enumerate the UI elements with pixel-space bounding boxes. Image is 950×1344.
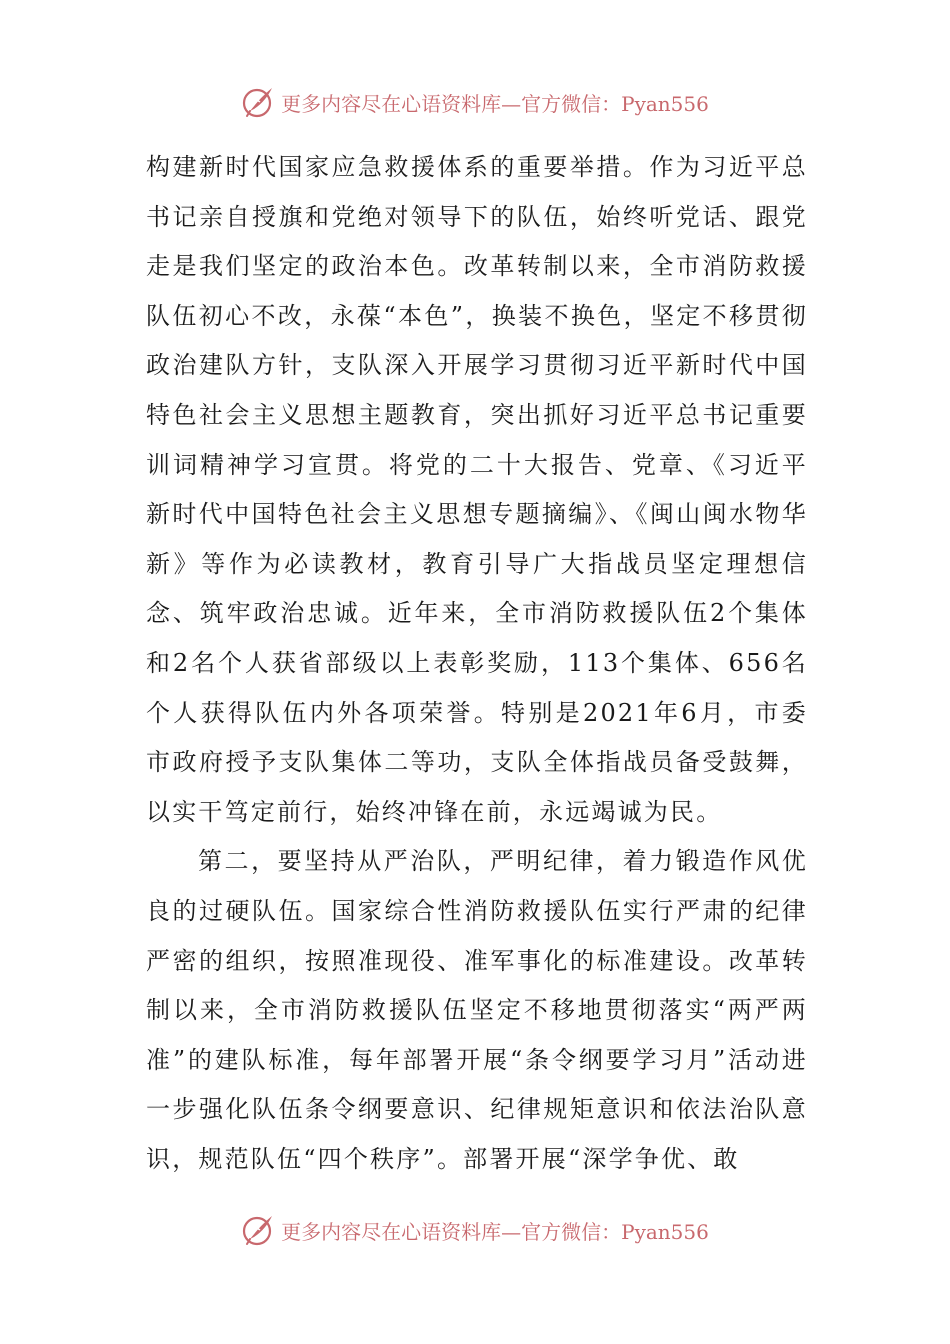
document-body [146, 143, 808, 1184]
header-watermark-banner [0, 80, 950, 124]
paragraph-second-point: 第二，要坚持从严治队，严明纪律，着力锻造作风优良的过硬队伍。国家综合性消防救援队伍实行严肃的纪律严密的组织，按照准现役、准军事化的标准建设。改革转制以来，全市消防救援队伍坚定不移地贯彻落实“两严两准”的建队标准，每年部署开展“条令纲要学习月”活动进一步强化队伍条令纲要意识、纪律规矩意识和依法治队意识，规范队伍“四个秩序”。部署开展“深学争优、敢 [146, 847, 808, 1173]
quill-logo-icon [241, 1213, 275, 1247]
footer-watermark-banner [0, 1208, 950, 1252]
footer-watermark-text: 更多内容尽在心语资料库—官方微信：Pyan556 [281, 1219, 709, 1244]
header-watermark-text: 更多内容尽在心语资料库—官方微信：Pyan556 [281, 91, 709, 116]
quill-logo-icon [241, 85, 275, 119]
paragraph-continued: 构建新时代国家应急救援体系的重要举措。作为习近平总书记亲自授旗和党绝对领导下的队伍，始终听党话、跟党走是我们坚定的政治本色。改革转制以来，全市消防救援队伍初心不改，永葆“本色”，换装不换色，坚定不移贯彻政治建队方针，支队深入开展学习贯彻习近平新时代中国特色社会主义思想主题教育，突出抓好习近平总书记重要训词精神学习宣贯。将党的二十大报告、党章、《习近平新时代中国特色社会主义思想专题摘编》、《闽山闽水物华新》等作为必读教材，教育引导广大指战员坚定理想信念、筑牢政治忠诚。近年来，全市消防救援队伍2个集体和2名个人获省部级以上表彰奖励，113个集体、656名个人获得队伍内外各项荣誉。特别是2021年6月，市委市政府授予支队集体二等功，支队全体指战员备受鼓舞，以实干笃定前行，始终冲锋在前，永远竭诚为民。 [146, 153, 808, 826]
